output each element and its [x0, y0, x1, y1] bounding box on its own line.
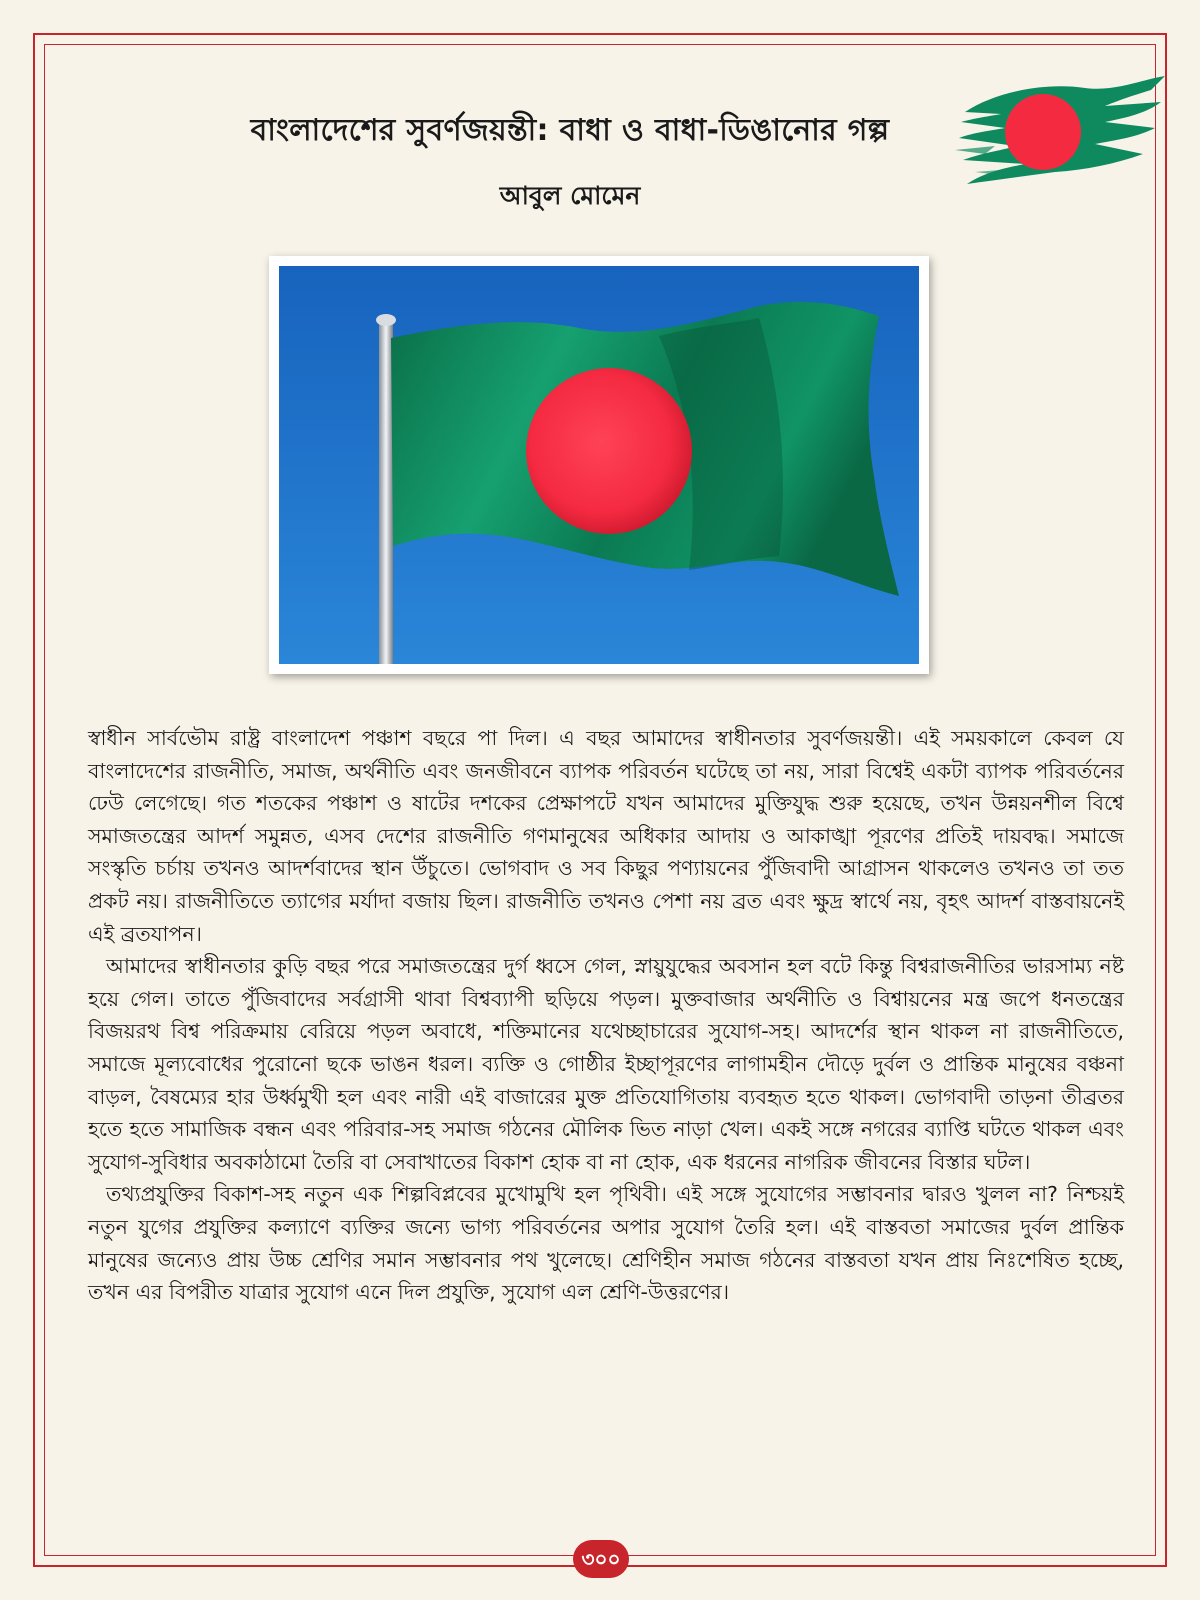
page-number-badge: ৩০০ — [573, 1540, 629, 1578]
article-paragraph: আমাদের স্বাধীনতার কুড়ি বছর পরে সমাজতন্ত্রের দুর্গ ধ্বসে গেল, স্নায়ুযুদ্ধের অবসান হল বটে কিন্তু বিশ্বরাজনীতির ভারসাম্য নষ্ট হয়ে গেল। তাতে পুঁজিবাদের সর্বগ্রাসী থাবা বিশ্বব্যাপী ছড়িয়ে পড়ল। মুক্তবাজার অর্থনীতি ও বিশ্বায়নের মন্ত্র জপে ধনতন্ত্রের বিজয়রথ বিশ্ব পরিক্রমায় বেরিয়ে পড়ল অবাধে, শক্তিমানের যথেচ্ছাচারের সুযোগ-সহ। আদর্শের স্থান থাকল না রাজনীতিতে, সমাজে মূল্যবোধের পুরোনো ছকে ভাঙন ধরল। ব্যক্তি ও গোষ্ঠীর ইচ্ছাপূরণের লাগামহীন দৌড়ে দুর্বল ও প্রান্তিক মানুষের বঞ্চনা বাড়ল, বৈষম্যের হার উর্ধ্বমুখী হল এবং নারী এই বাজারের মুক্ত প্রতিযোগিতায় ব্যবহৃত হতে থাকল। ভোগবাদী তাড়না তীব্রতর হতে হতে সামাজিক বন্ধন এবং পরিবার-সহ সমাজ গঠনের মৌলিক ভিত নাড়া খেল। একই সঙ্গে নগরের ব্যাপ্তি ঘটতে থাকল এবং সুযোগ-সুবিধার অবকাঠামো তৈরি বা সেবাখাতের বিকাশ হোক বা না হোক, এক ধরনের নাগরিক জীবনের বিস্তার ঘটল। — [88, 954, 1124, 1174]
brush-flag-decoration — [955, 72, 1170, 187]
flag-red-circle — [526, 368, 692, 534]
flag-red-disc — [1005, 94, 1081, 170]
flag-photo — [279, 266, 919, 664]
author-name: আবুল মোমেন — [499, 181, 641, 210]
article-body — [88, 722, 1124, 1309]
pole-top — [376, 314, 396, 326]
article-title: বাংলাদেশের সুবর্ণজয়ন্তী: বাধা ও বাধা-ডিঙানোর গল্প — [250, 113, 890, 148]
flag-photo-frame — [269, 256, 929, 674]
flag-pole — [379, 322, 393, 664]
article-paragraph: স্বাধীন সার্বভৌম রাষ্ট্র বাংলাদেশ পঞ্চাশ বছরে পা দিল। এ বছর আমাদের স্বাধীনতার সুবর্ণজয়ন্তী। এই সময়কালে কেবল যে বাংলাদেশের রাজনীতি, সমাজ, অর্থনীতি এবং জনজীবনে ব্যাপক পরিবর্তন ঘটেছে তা নয়, সারা বিশ্বেই একটা ব্যাপক পরিবর্তনের ঢেউ লেগেছে। গত শতকের পঞ্চাশ ও ষাটের দশকের প্রেক্ষাপটে যখন আমাদের মুক্তিযুদ্ধ শুরু হয়েছে, তখন উন্নয়নশীল বিশ্বে সমাজতন্ত্রের আদর্শ সমুন্নত, এসব দেশের রাজনীতি গণমানুষের অধিকার আদায় ও আকাঙ্খা পূরণের প্রতিই দায়বদ্ধ। সমাজে সংস্কৃতি চর্চায় তখনও আদর্শবাদের স্থান উঁচুতে। ভোগবাদ ও সব কিছুর পণ্যায়নের পুঁজিবাদী আগ্রাসন থাকলেও তখনও তা তত প্রকট নয়। রাজনীতিতে ত্যাগের মর্যাদা বজায় ছিল। রাজনীতি তখনও পেশা নয় ব্রত এবং ক্ষুদ্র স্বার্থে নয়, বৃহৎ আদর্শ বাস্তবায়নেই এই ব্রতযাপন। — [88, 726, 1124, 946]
article-paragraph: তথ্যপ্রযুক্তির বিকাশ-সহ নতুন এক শিল্পবিপ্লবের মুখোমুখি হল পৃথিবী। এই সঙ্গে সুযোগের সম্ভাবনার দ্বারও খুলল না? নিশ্চয়ই নতুন যুগের প্রযুক্তির কল্যাণে ব্যক্তির জন্যে ভাগ্য পরিবর্তনের অপার সুযোগ তৈরি হল। এই বাস্তবতা সমাজের দুর্বল প্রান্তিক মানুষের জন্যেও প্রায় উচ্চ শ্রেণির সমান সম্ভাবনার পথ খুলেছে। শ্রেণিহীন সমাজ গঠনের বাস্তবতা যখন প্রায় নিঃশেষিত হচ্ছে, তখন এর বিপরীত যাত্রার সুযোগ এনে দিল প্রযুক্তি, সুযোগ এল শ্রেণি-উত্তরণের। — [88, 1182, 1124, 1305]
